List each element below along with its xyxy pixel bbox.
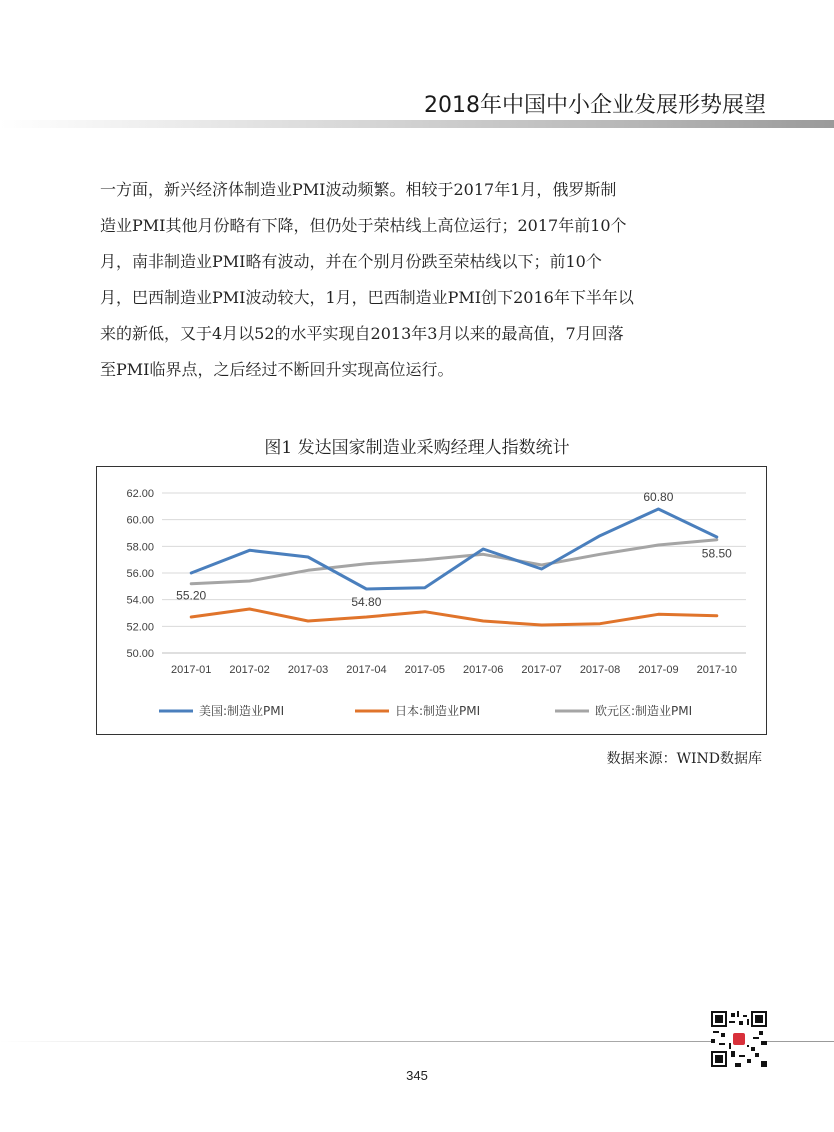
- y-tick-label: 58.00: [126, 541, 154, 554]
- paragraph-line: 一方面，新兴经济体制造业PMI波动频繁。相较于2017年1月，俄罗斯制: [100, 180, 617, 199]
- data-label: 54.80: [351, 595, 382, 609]
- y-tick-label: 54.00: [126, 594, 154, 607]
- header-title: 2018年中国中小企业发展形势展望: [424, 93, 766, 118]
- y-tick-label: 62.00: [126, 488, 154, 500]
- figure-caption: 图1 发达国家制造业采购经理人指数统计: [264, 438, 570, 458]
- x-tick-label: 2017-05: [404, 664, 445, 676]
- series-line: [191, 609, 717, 625]
- header-bar: [0, 120, 834, 128]
- x-tick-label: 2017-04: [346, 664, 387, 676]
- legend-label: 日本:制造业PMI: [395, 704, 481, 718]
- pmi-line-chart: [96, 466, 767, 735]
- data-label: 60.80: [643, 490, 674, 504]
- chart-svg: [97, 467, 766, 734]
- legend-label: 美国:制造业PMI: [199, 704, 285, 718]
- x-tick-label: 2017-09: [638, 664, 679, 676]
- y-tick-label: 50.00: [126, 648, 154, 660]
- paragraph-line: 至PMI临界点，之后经过不断回升实现高位运行。: [100, 360, 454, 379]
- y-tick-label: 52.00: [126, 621, 154, 634]
- data-label: 58.50: [701, 546, 732, 561]
- x-tick-label: 2017-01: [171, 664, 212, 676]
- legend-label: 欧元区:制造业PMI: [595, 704, 693, 718]
- data-source: 数据来源：WIND数据库: [606, 751, 762, 767]
- paragraph-line: 月，南非制造业PMI略有波动，并在个别月份跌至荣枯线以下；前10个: [100, 252, 602, 271]
- page-number: 345: [406, 1068, 428, 1083]
- x-tick-label: 2017-06: [463, 664, 504, 676]
- body-paragraph: [100, 172, 770, 388]
- paragraph-line: 来的新低，又于4月以52的水平实现自2013年3月以来的最高值，7月回落: [100, 324, 624, 343]
- data-label: 55.20: [176, 588, 207, 603]
- x-tick-label: 2017-07: [521, 664, 562, 676]
- x-tick-label: 2017-02: [229, 664, 270, 676]
- qr-code-icon: [711, 1011, 767, 1067]
- paragraph-line: 造业PMI其他月份略有下降，但仍处于荣枯线上高位运行；2017年前10个: [100, 216, 627, 235]
- y-tick-label: 60.00: [126, 514, 154, 527]
- footer-rule: [0, 1041, 834, 1042]
- y-tick-label: 56.00: [126, 568, 154, 580]
- x-tick-label: 2017-10: [696, 664, 737, 676]
- paragraph-line: 月，巴西制造业PMI波动较大，1月，巴西制造业PMI创下2016年下半年以: [100, 288, 634, 307]
- x-tick-label: 2017-03: [287, 664, 329, 676]
- x-tick-label: 2017-08: [579, 664, 621, 676]
